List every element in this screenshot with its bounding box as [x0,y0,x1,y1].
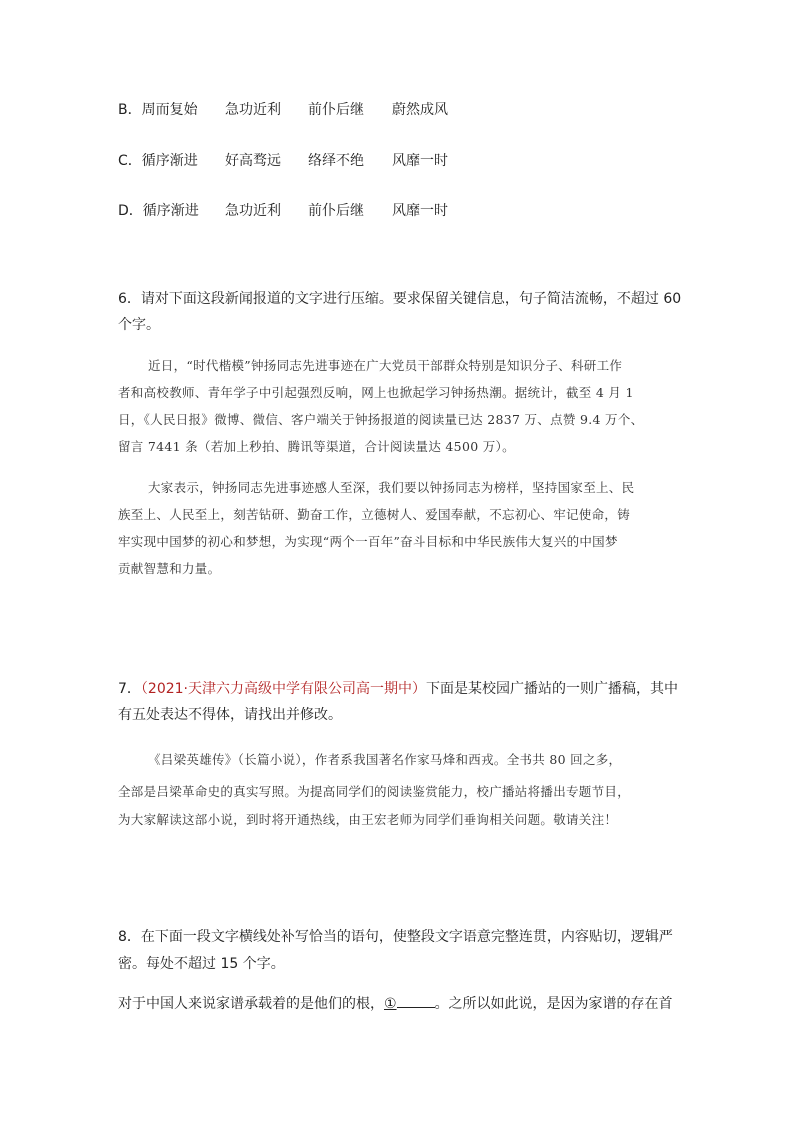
option-d-word-4: 风靡一时 [392,203,448,219]
answer-blank-1[interactable] [397,993,435,1008]
passage-line: 贡献智慧和力量。 [118,561,221,576]
passage-line: 《吕梁英雄传》（长篇小说），作者系我国著名作家马烽和西戎。全书共 80 回之多， [148,752,622,767]
question-8-line-1: 8．在下面一段文字横线处补写恰当的语句，使整段文字语意完整连贯，内容贴切，逻辑严 [118,929,673,945]
option-c-word-2: 好高骛远 [225,153,281,169]
option-c-word-3: 络绎不绝 [308,153,364,169]
passage-line: 者和高校教师、青年学子中引起强烈反响，网上也掀起学习钟扬热潮。据统计，截至 4 月 1 [118,385,634,400]
question-8-line-3 [118,991,673,1017]
option-b-word-2: 急功近利 [225,102,281,118]
question-6-line-2: 个字。 [118,317,160,333]
passage-line: 日，《人民日报》微博、微信、客户端关于钟扬报道的阅读量已达 2837 万、点赞 9.4 万个、 [118,412,644,427]
option-c-label: C．循序渐进 [118,153,198,169]
question-7-line-2: 有五处表达不得体，请找出并修改。 [118,707,342,723]
passage-line: 全部是吕梁革命史的真实写照。为提高同学们的阅读鉴赏能力，校广播站将播出专题节目， [118,784,631,799]
question-7-line-1 [118,676,678,702]
passage-line: 为大家解读这部小说，到时将开通热线，由王宏老师为同学们垂询相关问题。敬请关注！ [118,812,618,827]
passage-line: 牢实现中国梦的初心和梦想，为实现“两个一百年”奋斗目标和中华民族伟大复兴的中国梦 [118,534,618,549]
passage-line: 大家表示，钟扬同志先进事迹感人至深，我们要以钟扬同志为榜样，坚持国家至上、民 [148,480,635,495]
option-b-label: B．周而复始 [118,102,198,118]
passage-line: 近日，“时代楷模”钟扬同志先进事迹在广大党员干部群众特别是知识分子、科研工作 [148,358,623,373]
option-b-word-4: 蔚然成风 [392,102,448,118]
option-b-word-3: 前仆后继 [308,102,364,118]
question-8-line-2: 密。每处不超过 15 个字。 [118,956,285,972]
question-7-source: （2021·天津六力高级中学有限公司高一期中） [140,681,426,697]
option-d-word-2: 急功近利 [225,203,281,219]
option-d-label: D．循序渐进 [118,203,199,219]
passage-line: 族至上、人民至上，刻苦钻研、勤奋工作，立德树人、爱国奉献，不忘初心、牢记使命，铸 [118,507,631,522]
question-8-text-after: 。之所以如此说，是因为家谱的存在首 [434,996,673,1012]
question-6-line-1: 6．请对下面这段新闻报道的文字进行压缩。要求保留关键信息，句子简洁流畅，不超过 60 [118,291,682,307]
question-8-text-before: 对于中国人来说家谱承载着的是他们的根， [118,996,384,1012]
answer-blank-1-marker: ① [384,996,397,1012]
passage-line: 留言 7441 条（若加上秒拍、腾讯等渠道，合计阅读量达 4500 万）。 [118,439,515,454]
option-d-word-3: 前仆后继 [308,203,364,219]
question-7-prompt: 下面是某校园广播站的一则广播稿，其中 [426,681,678,697]
option-c-word-4: 风靡一时 [392,153,448,169]
question-7-number: 7． [118,681,141,697]
